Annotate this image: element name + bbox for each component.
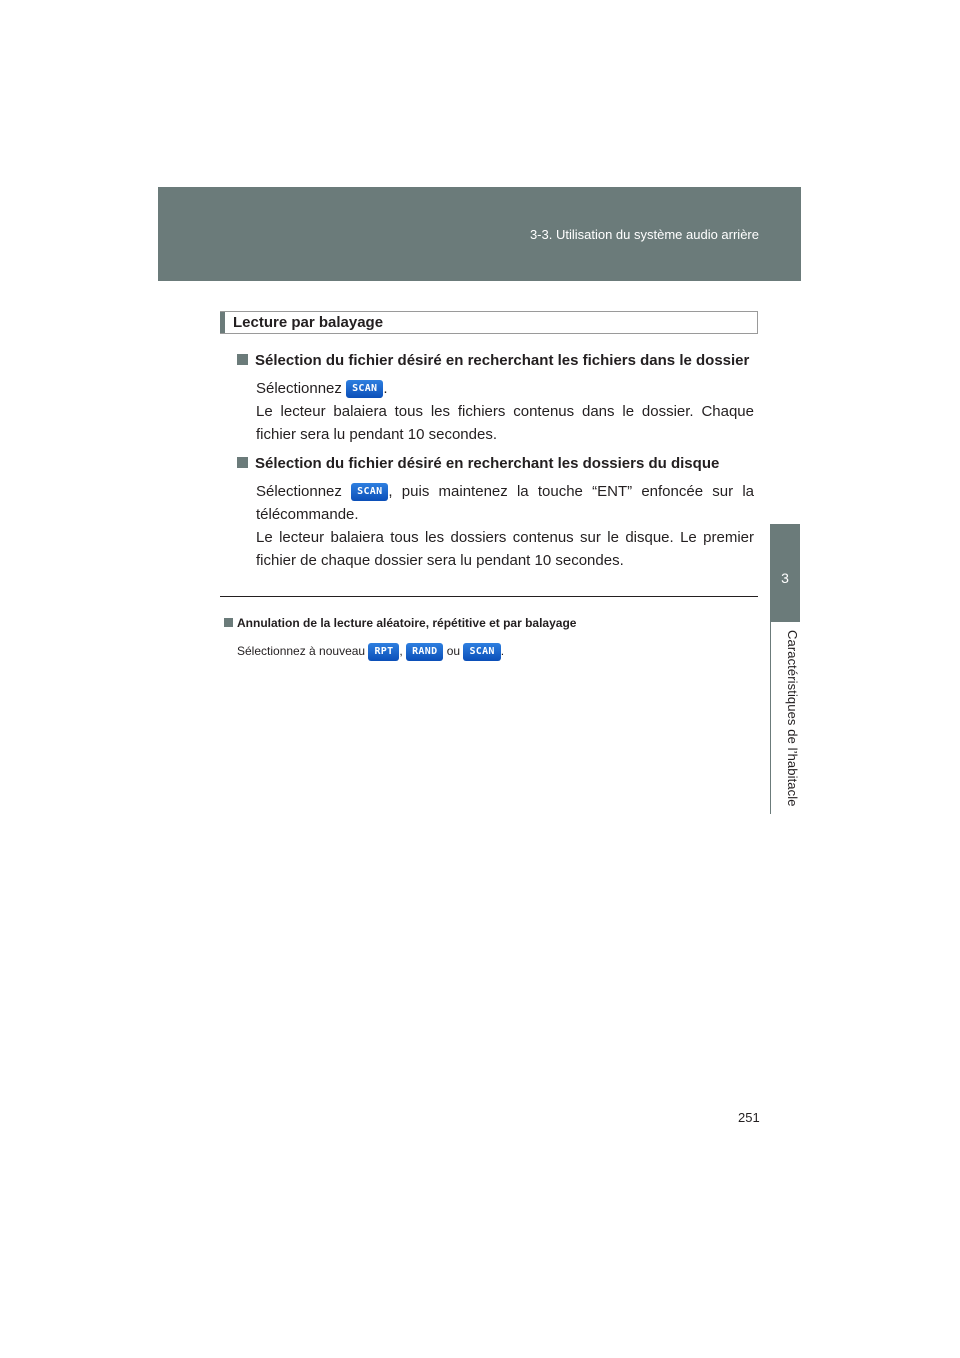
divider bbox=[220, 596, 758, 597]
block2-select-suffix: , puis maintenez la touche “ENT” enfoncée sur la télécommande. bbox=[256, 483, 754, 523]
title-accent bbox=[220, 312, 225, 333]
scan-button[interactable]: SCAN bbox=[346, 380, 383, 398]
bullet-square-icon bbox=[237, 354, 248, 365]
section-title: Lecture par balayage bbox=[233, 314, 384, 331]
scan-button[interactable]: SCAN bbox=[351, 483, 388, 501]
page-number: 251 bbox=[738, 1110, 760, 1125]
bullet-square-icon bbox=[224, 618, 233, 627]
block1-heading-text: Sélection du fichier désiré en recherchant les fichiers dans le dossier bbox=[255, 352, 750, 369]
scan-button[interactable]: SCAN bbox=[463, 643, 500, 661]
header-band bbox=[158, 187, 801, 281]
block2-select-prefix: Sélectionnez bbox=[256, 483, 342, 500]
block1-select-prefix: Sélectionnez bbox=[256, 380, 342, 397]
rpt-button[interactable]: RPT bbox=[368, 643, 399, 661]
chapter-tab bbox=[770, 524, 800, 622]
block1-description: Le lecteur balaiera tous les fichiers contenus dans le dossier. Chaque fichier sera lu pendant 10 secondes. bbox=[256, 403, 754, 443]
note-heading-text: Annulation de la lecture aléatoire, répétitive et par balayage bbox=[237, 616, 577, 630]
block2-description: Le lecteur balaiera tous les dossiers contenus sur le disque. Le premier fichier de chaque dossier sera lu pendant 10 secondes. bbox=[256, 529, 754, 569]
note-sep2: ou bbox=[446, 644, 461, 658]
section-label: 3-3. Utilisation du système audio arrière bbox=[529, 227, 759, 242]
rand-button[interactable]: RAND bbox=[406, 643, 443, 661]
chapter-number: 3 bbox=[781, 570, 789, 586]
block1-select-suffix: . bbox=[383, 380, 388, 397]
note-prefix: Sélectionnez à nouveau bbox=[237, 644, 366, 658]
note-sep1: , bbox=[399, 644, 403, 658]
block1-heading bbox=[237, 352, 749, 369]
block1-select bbox=[256, 377, 754, 400]
block2-heading bbox=[237, 455, 719, 472]
note-suffix: . bbox=[500, 644, 505, 658]
chapter-label: Caractéristiques de l’habitacle bbox=[785, 630, 800, 807]
note-body bbox=[237, 641, 504, 661]
note-heading bbox=[224, 616, 576, 630]
block2-heading-text: Sélection du fichier désiré en recherchant les dossiers du disque bbox=[255, 455, 720, 472]
bullet-square-icon bbox=[237, 457, 248, 468]
block2-select bbox=[256, 480, 754, 526]
section-title-box bbox=[220, 311, 758, 334]
